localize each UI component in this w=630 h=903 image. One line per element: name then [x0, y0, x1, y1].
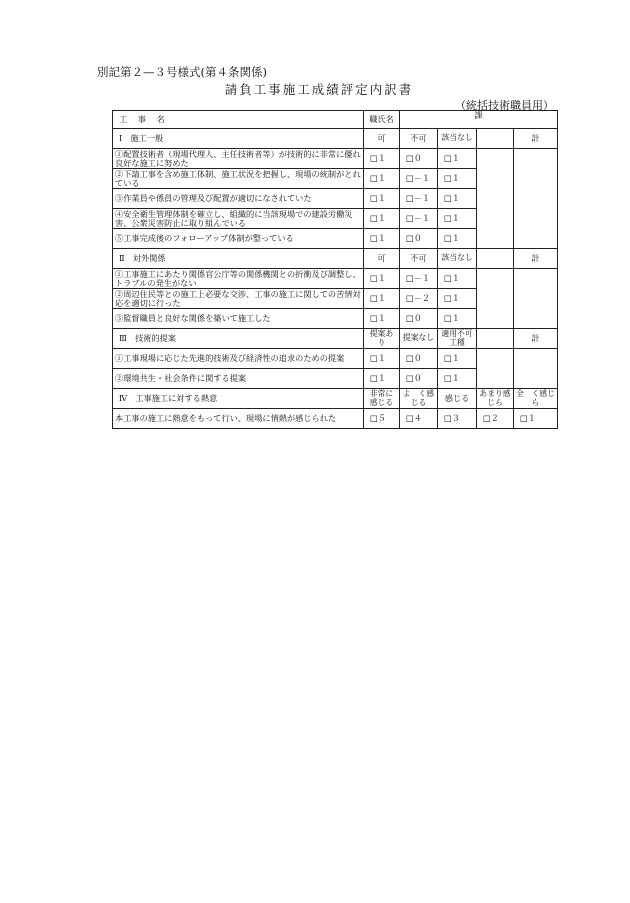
column-header: 該当なし: [438, 129, 477, 149]
table-row: [113, 269, 558, 289]
item-text: ③監督職員と良好な関係を築いて施工した: [113, 309, 364, 329]
checkbox-option[interactable]: □１: [438, 209, 477, 229]
total-cell: [514, 269, 558, 329]
column-header: 適用不可工種: [438, 329, 477, 349]
section-heading-row: [113, 329, 558, 349]
section-heading: Ⅲ 技術的提案: [113, 329, 364, 349]
construction-name-label: 工 事 名: [113, 111, 364, 129]
total-cell: [514, 149, 558, 249]
section-heading: Ⅳ 工事施工に対する熱意: [113, 389, 364, 409]
blank-cell: [477, 269, 514, 329]
blank-cell: [477, 349, 514, 389]
checkbox-option[interactable]: □１: [438, 349, 477, 369]
item-text: ①配置技術者（現場代理人、主任技術者等）が技術的に非常に優れ良好な施工に努めた: [113, 149, 364, 169]
column-header: あまり感じら: [477, 389, 514, 409]
checkbox-option[interactable]: □４: [400, 409, 438, 429]
document-subtitle: （統括技術職員用）: [455, 99, 554, 112]
name-row: [113, 111, 558, 129]
checkbox-option[interactable]: □１: [438, 269, 477, 289]
column-header: 不可: [400, 249, 438, 269]
checkbox-option[interactable]: □１: [364, 369, 400, 389]
checkbox-option[interactable]: □－１: [400, 209, 438, 229]
total-header: 計: [514, 249, 558, 269]
section-heading-row: [113, 389, 558, 409]
checkbox-option[interactable]: □１: [364, 289, 400, 309]
checkbox-option[interactable]: □１: [438, 169, 477, 189]
checkbox-option[interactable]: □５: [364, 409, 400, 429]
checkbox-option[interactable]: □０: [400, 149, 438, 169]
checkbox-option[interactable]: □１: [364, 229, 400, 249]
checkbox-option[interactable]: □１: [438, 309, 477, 329]
section-heading-row: [113, 129, 558, 149]
column-header: 非常に感じる: [364, 389, 400, 409]
checkbox-option[interactable]: □－２: [400, 289, 438, 309]
item-text: ②周辺住民等との施工上必要な交渉、工事の施工に関しての苦情対応を適切に行った: [113, 289, 364, 309]
checkbox-option[interactable]: □１: [438, 369, 477, 389]
checkbox-option[interactable]: □０: [400, 229, 438, 249]
checkbox-option[interactable]: □１: [364, 169, 400, 189]
checkbox-option[interactable]: □１: [438, 189, 477, 209]
table-row: [113, 349, 558, 369]
column-header: 提案あり: [364, 329, 400, 349]
column-header: よ く感じる: [400, 389, 438, 409]
item-text: ①工事現場に応じた先進的技術及び経済性の追求のための提案: [113, 349, 364, 369]
checkbox-option[interactable]: □１: [364, 349, 400, 369]
blank-cell: [477, 149, 514, 249]
item-text: ②下請工事を含め施工体制、施工状況を把握し、現場の統制がとれている: [113, 169, 364, 189]
total-cell: [514, 349, 558, 389]
checkbox-option[interactable]: □０: [400, 309, 438, 329]
checkbox-option[interactable]: □０: [400, 369, 438, 389]
total-header: 計: [514, 329, 558, 349]
section-heading: Ⅰ 施工一般: [113, 129, 364, 149]
column-header: 感じる: [438, 389, 477, 409]
checkbox-option[interactable]: □－１: [400, 269, 438, 289]
checkbox-option[interactable]: □１: [514, 409, 558, 429]
checkbox-option[interactable]: □１: [438, 289, 477, 309]
form-reference: 別記第２—３号様式(第４条関係): [97, 65, 267, 79]
column-header: 該当なし: [438, 249, 477, 269]
checkbox-option[interactable]: □０: [400, 349, 438, 369]
column-header: 可: [364, 129, 400, 149]
column-header: 全 く感じら: [514, 389, 558, 409]
section-heading: Ⅱ 対外関係: [113, 249, 364, 269]
checkbox-option[interactable]: □１: [364, 209, 400, 229]
column-header: [477, 129, 514, 149]
checkbox-option[interactable]: □１: [438, 229, 477, 249]
item-text: ⑤工事完成後のフォローアップ体制が整っている: [113, 229, 364, 249]
document-title: 請負工事施工成績評定内訳書: [224, 82, 414, 97]
division-label: 課: [400, 111, 558, 129]
column-header: [477, 329, 514, 349]
checkbox-option[interactable]: □－１: [400, 169, 438, 189]
column-header: 不可: [400, 129, 438, 149]
column-header: 提案なし: [400, 329, 438, 349]
table-row: [113, 149, 558, 169]
checkbox-option[interactable]: □１: [364, 309, 400, 329]
table-row: [113, 409, 558, 429]
column-header: 可: [364, 249, 400, 269]
column-header: [477, 249, 514, 269]
checkbox-option[interactable]: □２: [477, 409, 514, 429]
evaluation-table: [112, 110, 558, 429]
item-text: ④安全衛生管理体制を確立し、組織的に当該現場での建設労働災害、公衆災害防止に取り組んでいる: [113, 209, 364, 229]
checkbox-option[interactable]: □１: [364, 189, 400, 209]
section-heading-row: [113, 249, 558, 269]
checkbox-option[interactable]: □１: [364, 149, 400, 169]
checkbox-option[interactable]: □－１: [400, 189, 438, 209]
total-header: 計: [514, 129, 558, 149]
item-text: ③作業員や係員の管理及び配置が適切になされていた: [113, 189, 364, 209]
checkbox-option[interactable]: □１: [438, 149, 477, 169]
item-text: ①工事施工にあたり関係官公庁等の関係機関との折衝及び調整し、トラブルの発生がない: [113, 269, 364, 289]
item-text: 本工事の施工に熱意をもって行い、現場に情熱が感じられた: [113, 409, 364, 429]
official-name-label: 職氏名: [364, 111, 400, 129]
checkbox-option[interactable]: □３: [438, 409, 477, 429]
checkbox-option[interactable]: □１: [364, 269, 400, 289]
item-text: ②環境共生・社会条件に関する提案: [113, 369, 364, 389]
